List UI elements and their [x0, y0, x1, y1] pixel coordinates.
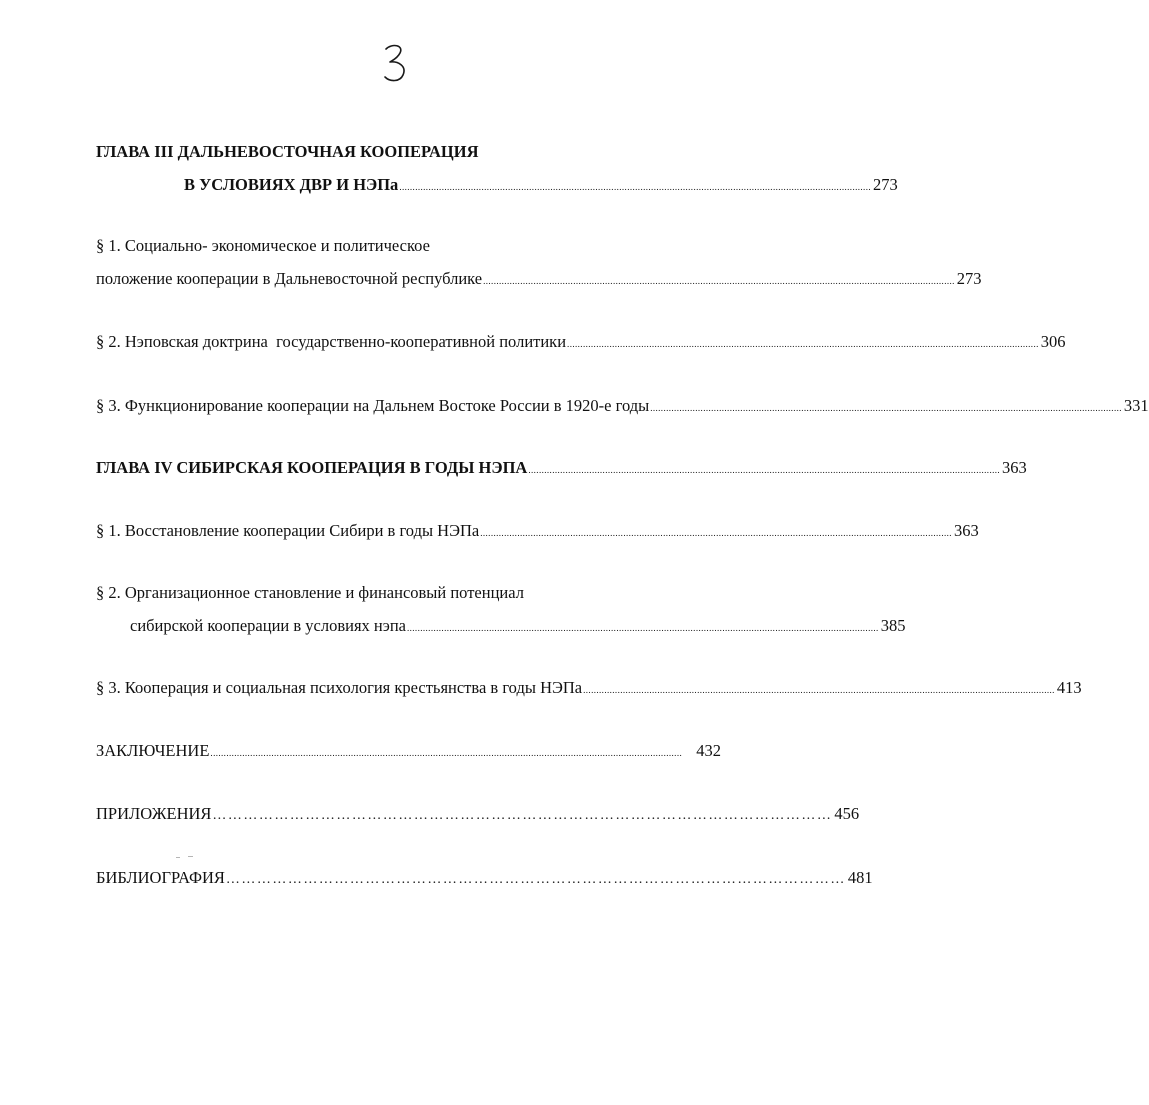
conclusion-title: ЗАКЛЮЧЕНИЕ — [96, 741, 210, 760]
appendices-title: ПРИЛОЖЕНИЯ — [96, 804, 212, 823]
ch4-s3-entry[interactable] — [96, 678, 1082, 700]
chapter3-entry[interactable] — [184, 175, 898, 197]
dot-leader: ………………………………………………………………………………………………………… — [225, 872, 846, 887]
dot-leader: .................................................................................................................................................................................. — [483, 276, 955, 286]
appendices-entry[interactable] — [96, 804, 860, 826]
ch4-s2-title-line2: сибирской кооперации в условиях нэпа — [130, 616, 406, 635]
dot-leader: .................................................................................................................................................................................. — [650, 403, 1122, 413]
ch3-s2-entry[interactable] — [96, 332, 1066, 354]
dot-leader: .................................................................................................................................................................................. — [528, 465, 1001, 475]
ch4-s2-title-text: § 2. Организационное становление и финансовый потенциал — [96, 583, 524, 602]
dot-leader: .................................................................................................................................................................................. — [480, 528, 952, 538]
chapter4-entry[interactable] — [96, 458, 1027, 480]
dot-leader: .................................................................................................................................................................................. — [399, 182, 872, 192]
ch4-s1-page-number: 363 — [953, 521, 979, 540]
scan-artifact — [176, 856, 194, 859]
handwritten-digit-three — [376, 40, 416, 88]
ch3-s1-title-line2: положение кооперации в Дальневосточной республике — [96, 269, 483, 288]
dot-leader: .................................................................................................................................................................................. — [210, 748, 683, 758]
conclusion-entry[interactable] — [96, 741, 721, 763]
bibliography-title: БИБЛИОГРАФИЯ — [96, 868, 225, 887]
chapter3-title-line1 — [96, 142, 479, 162]
ch3-s2-title: § 2. Нэповская доктрина государственно-кооперативной политики — [96, 332, 567, 351]
chapter4-title: ГЛАВА IV СИБИРСКАЯ КООПЕРАЦИЯ В ГОДЫ НЭПА — [96, 458, 528, 477]
ch4-s3-title: § 3. Кооперация и социальная психология крестьянства в годы НЭПа — [96, 678, 583, 697]
appendices-page-number: 456 — [834, 804, 860, 823]
ch3-s3-title: § 3. Функционирование кооперации на Дальнем Востоке России в 1920-е годы — [96, 396, 650, 415]
ch4-s2-entry[interactable] — [130, 616, 906, 638]
ch4-s2-line1 — [96, 583, 524, 603]
ch4-s3-page-number: 413 — [1056, 678, 1082, 697]
chapter4-page-number: 363 — [1002, 458, 1027, 477]
ch4-s1-entry[interactable] — [96, 521, 979, 543]
dot-leader: .................................................................................................................................................................................. — [567, 339, 1039, 349]
ch3-s1-page-number: 273 — [956, 269, 982, 288]
ch3-s1-entry[interactable] — [96, 269, 982, 291]
ch3-s1-line1 — [96, 236, 430, 256]
ch4-s1-title: § 1. Восстановление кооперации Сибири в годы НЭПа — [96, 521, 480, 540]
handwritten-page-number — [376, 40, 416, 88]
ch3-s3-entry[interactable] — [96, 396, 1149, 418]
bibliography-entry[interactable] — [96, 868, 873, 890]
chapter3-title-line2: В УСЛОВИЯХ ДВР И НЭПа — [184, 175, 399, 194]
dot-leader: .................................................................................................................................................................................. — [583, 685, 1055, 695]
chapter3-title-text: ГЛАВА III ДАЛЬНЕВОСТОЧНАЯ КООПЕРАЦИЯ — [96, 142, 479, 161]
dot-leader: .................................................................................................................................................................................. — [406, 623, 879, 633]
ch3-s2-page-number: 306 — [1040, 332, 1066, 351]
ch3-s1-title-text: § 1. Социально- экономическое и политическое — [96, 236, 430, 255]
ch4-s2-page-number: 385 — [880, 616, 906, 635]
chapter3-page-number: 273 — [873, 175, 898, 194]
conclusion-page-number: 432 — [696, 741, 721, 760]
ch3-s3-page-number: 331 — [1123, 396, 1149, 415]
bibliography-page-number: 481 — [847, 868, 873, 887]
dot-leader: ………………………………………………………………………………………………………… — [212, 808, 833, 823]
